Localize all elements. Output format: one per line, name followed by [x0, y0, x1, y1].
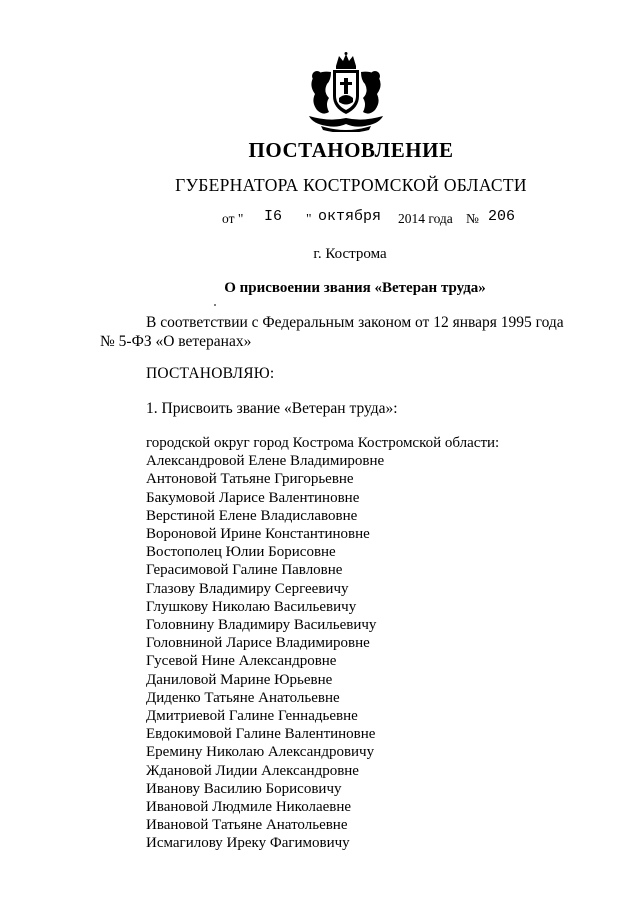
list-item: Александровой Елене Владимировне [146, 453, 385, 470]
date-month: октября [318, 208, 382, 225]
list-item: Бакумовой Ларисе Валентиновне [146, 489, 360, 506]
list-item: Ждановой Лидии Александровне [146, 762, 359, 779]
document-title: ПОСТАНОВЛЕНИЕ [248, 138, 454, 162]
list-item: Дмитриевой Галине Геннадьевне [146, 708, 358, 725]
list-item: Даниловой Марине Юрьевне [146, 671, 333, 688]
list-item: Глушкову Николаю Васильевичу [146, 598, 357, 615]
date-year: 2014 года [398, 211, 453, 226]
list-item: Герасимовой Галине Павловне [146, 562, 343, 579]
date-day: I6 [264, 208, 283, 225]
list-item: Головниной Ларисе Владимировне [146, 635, 370, 652]
date-quote: " [306, 211, 312, 226]
list-item: Ивановой Людмиле Николаевне [146, 799, 352, 816]
list-item: Верстиной Елене Владиславовне [146, 507, 358, 524]
list-item: Диденко Татьяне Анатольевне [146, 689, 340, 706]
document-number: 206 [488, 208, 516, 225]
list-item: Вороновой Ирине Константиновне [146, 526, 370, 543]
list-item: Исмагилову Иреку Фагимовичу [146, 835, 350, 852]
date-prefix: от " [222, 211, 244, 226]
list-item: Востополец Юлии Борисовне [146, 544, 336, 561]
list-item: Евдокимовой Галине Валентиновне [146, 726, 376, 743]
list-item: Антоновой Татьяне Григорьевне [146, 471, 354, 488]
list-item: Головнину Владимиру Васильевичу [146, 617, 377, 634]
district-line: городской округ город Кострома Костромской области: [146, 435, 500, 451]
list-item: Иванову Василию Борисовичу [146, 780, 342, 797]
document-heading: О присвоении звания «Ветеран труда» [224, 280, 486, 296]
preamble-paragraph [100, 313, 564, 351]
item-1: 1. Присвоить звание «Ветеран труда»: [146, 400, 398, 417]
preamble-line-2: № 5-ФЗ «О ветеранах» [100, 333, 252, 350]
names-list [146, 434, 499, 853]
ink-dot [214, 304, 216, 306]
list-item: Еремину Николаю Александровичу [146, 744, 375, 761]
city-name: г. Кострома [313, 246, 387, 262]
number-sign: № [466, 211, 479, 226]
list-item: Ивановой Татьяне Анатольевне [146, 817, 348, 834]
list-item: Глазову Владимиру Сергеевичу [146, 580, 349, 597]
decree-word: ПОСТАНОВЛЯЮ: [146, 365, 275, 382]
coat-of-arms-icon [299, 52, 393, 132]
preamble-line-1: В соответствии с Федеральным законом от 12 января 1995 года [146, 314, 564, 331]
document-subtitle: ГУБЕРНАТОРА КОСТРОМСКОЙ ОБЛАСТИ [175, 175, 527, 195]
list-item: Гусевой Нине Александровне [146, 653, 337, 670]
date-line [222, 208, 542, 232]
